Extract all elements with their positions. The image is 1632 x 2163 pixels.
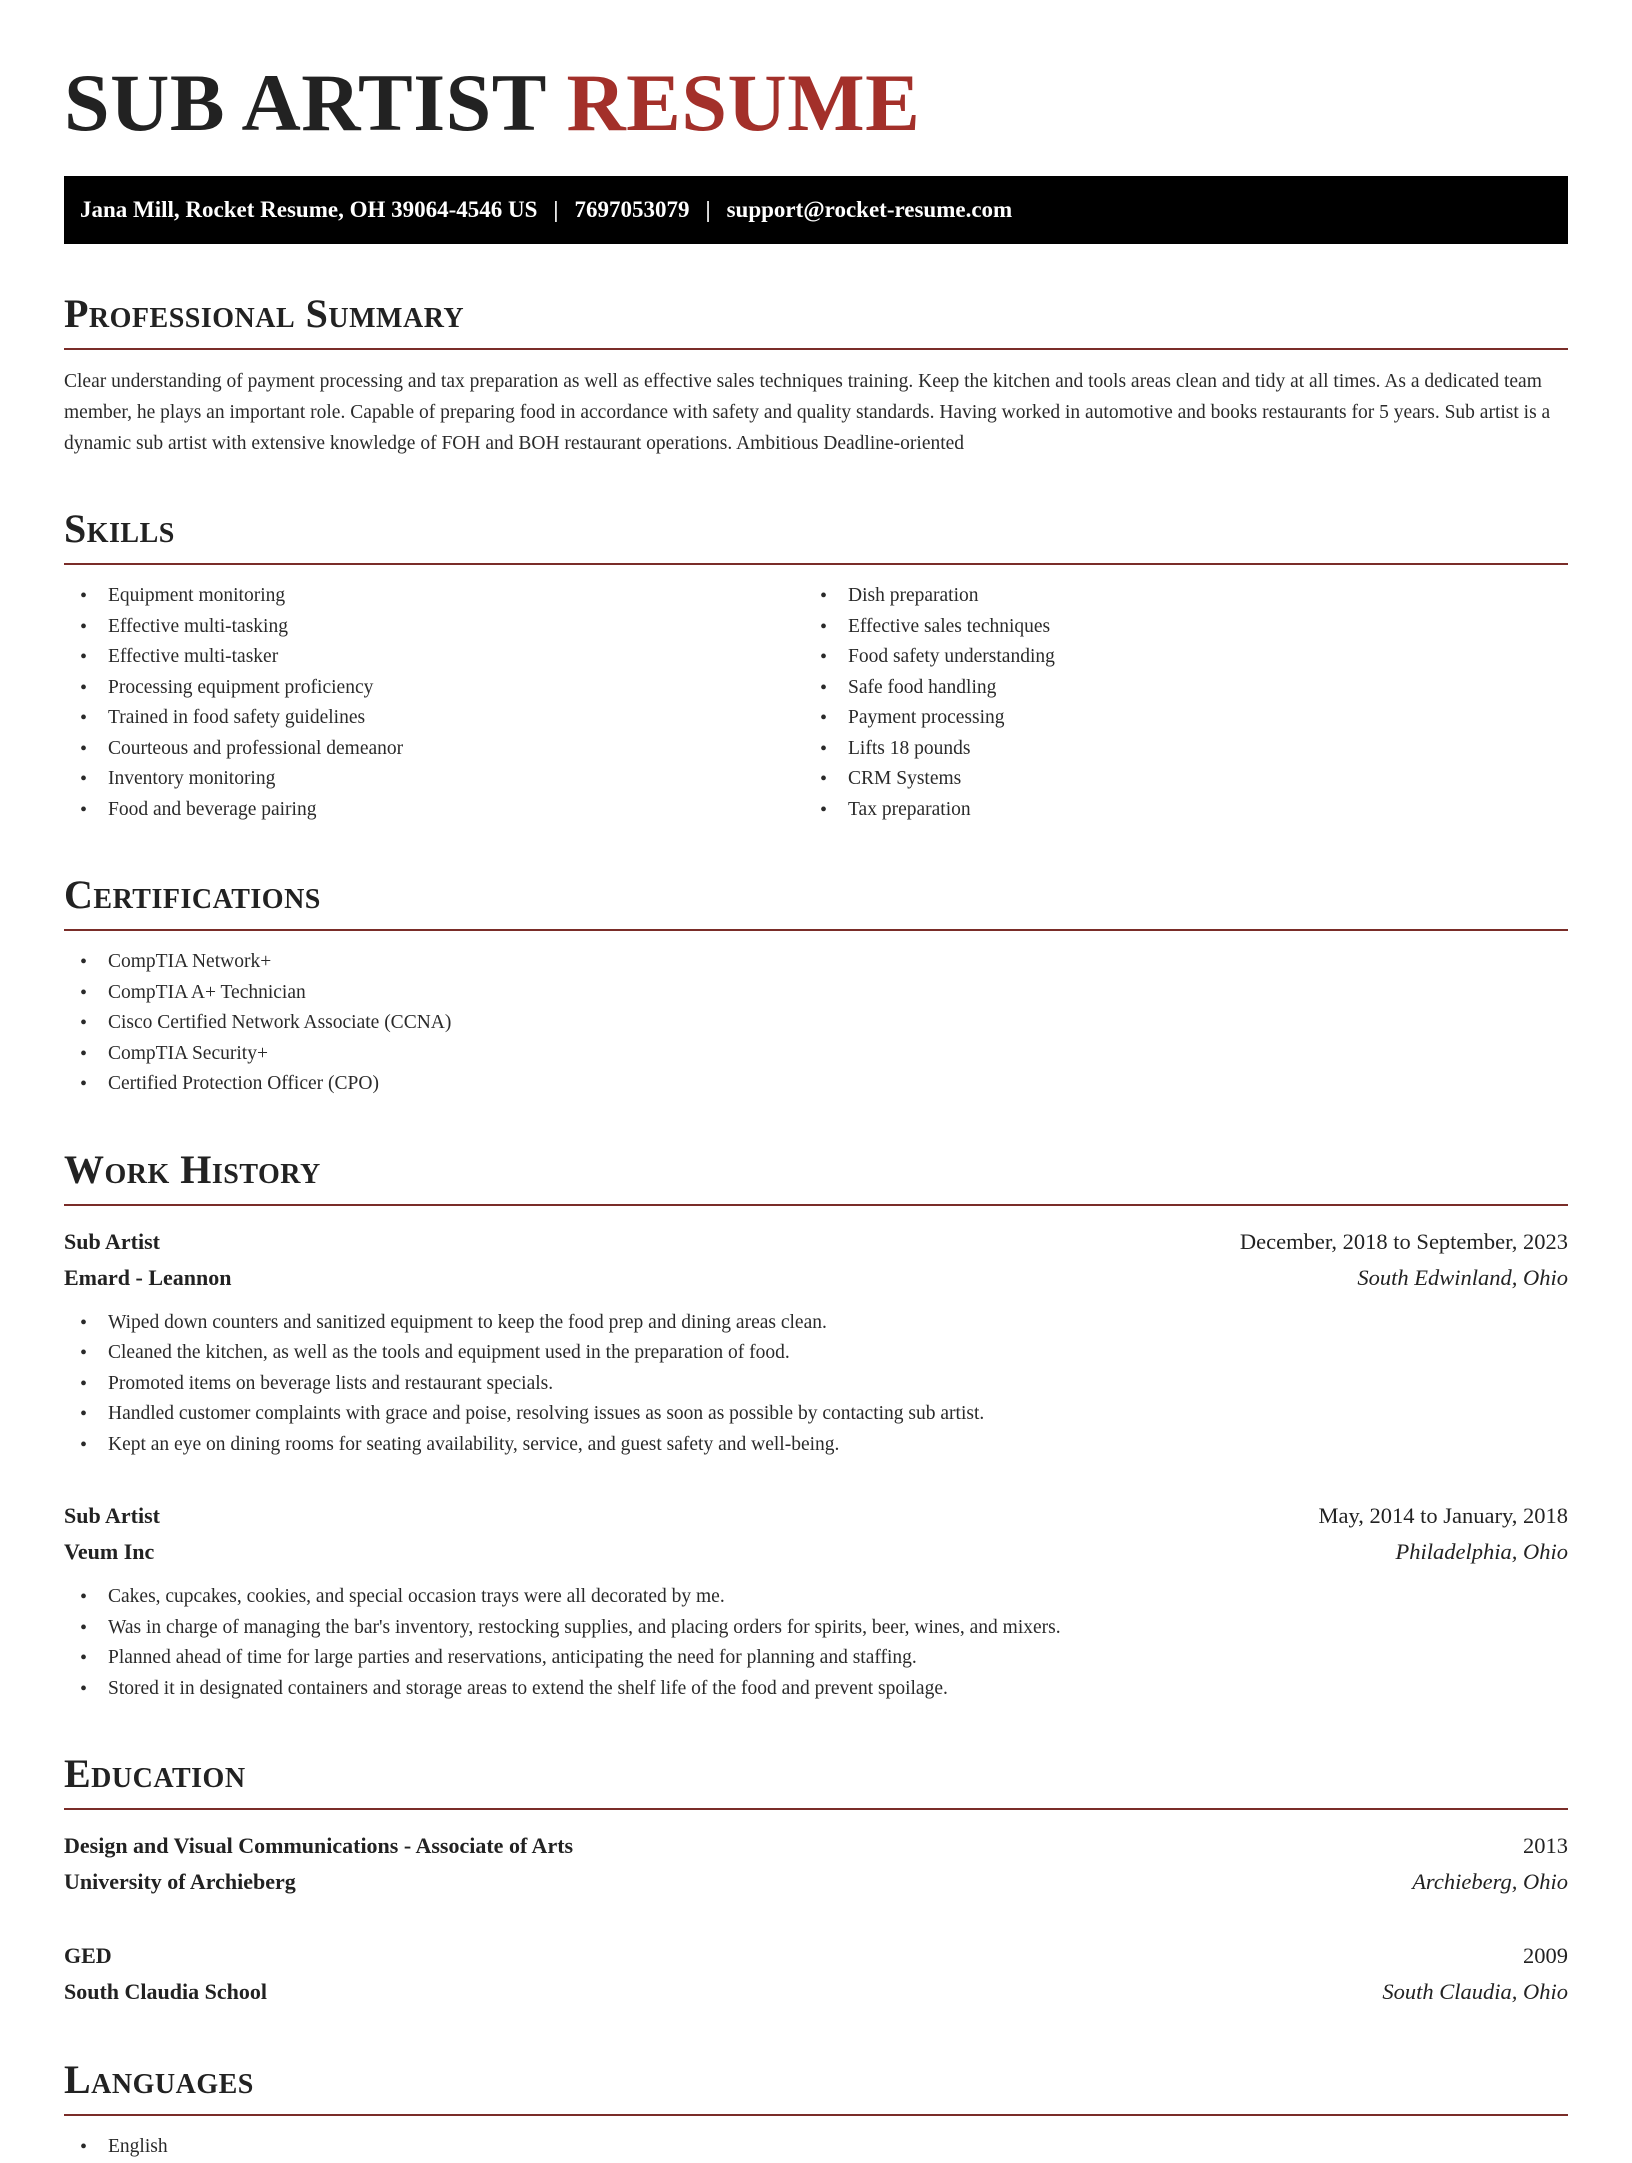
list-item: • Tax preparation xyxy=(804,795,1544,826)
contact-address: Jana Mill, Rocket Resume, OH 39064-4546 US xyxy=(80,197,538,222)
list-item: • Courteous and professional demeanor xyxy=(64,734,804,765)
job-header-row xyxy=(64,1224,1568,1260)
list-item: • Cisco Certified Network Associate (CCNA) xyxy=(64,1008,1568,1039)
job-company-row xyxy=(64,1534,1568,1570)
title-main: SUB ARTIST xyxy=(64,57,546,148)
education-location: Archieberg, Ohio xyxy=(1412,1869,1568,1894)
job-entry xyxy=(64,1224,1568,1461)
title-accent: RESUME xyxy=(566,57,921,148)
education-degree-row xyxy=(64,1828,1568,1864)
resume-page xyxy=(64,0,1568,2163)
list-item: • Cleaned the kitchen, as well as the tools and equipment used in the preparation of food. xyxy=(64,1338,1568,1369)
education-year: 2013 xyxy=(1523,1833,1568,1858)
job-bullets xyxy=(64,1308,1568,1461)
summary-text: Clear understanding of payment processing and tax preparation as well as effective sales techniques training. Keep the kitchen and tools areas clean and tidy at all times. As a dedicated team member, he plays an important role. Capable of preparing food in accordance with safety and quality standards. Having worked in automotive and books restaurants for 5 years. Sub artist is a dynamic sub artist with extensive knowledge of FOH and BOH restaurant operations. Ambitious Deadline-oriented xyxy=(64,371,1551,454)
section-heading: Work History xyxy=(64,1146,1568,1206)
list-item: • Equipment monitoring xyxy=(64,581,804,612)
list-item: • Cakes, cupcakes, cookies, and special occasion trays were all decorated by me. xyxy=(64,1582,1568,1613)
languages-section xyxy=(64,2056,1568,2163)
list-item: • Lifts 18 pounds xyxy=(804,734,1544,765)
education-degree: GED xyxy=(64,1943,112,1968)
list-item: • Was in charge of managing the bar's inventory, restocking supplies, and placing orders for spirits, beer, wines, and mixers. xyxy=(64,1613,1568,1644)
contact-bar xyxy=(64,176,1568,244)
list-item: • Dish preparation xyxy=(804,581,1544,612)
list-item: • Certified Protection Officer (CPO) xyxy=(64,1069,1568,1100)
resume-title xyxy=(64,0,1568,150)
job-title: Sub Artist xyxy=(64,1228,160,1254)
job-company-row xyxy=(64,1260,1568,1296)
list-item: • Planned ahead of time for large parties and reservations, anticipating the need for planning and staffing. xyxy=(64,1643,1568,1674)
job-company: Emard - Leannon xyxy=(64,1264,232,1290)
job-company: Veum Inc xyxy=(64,1539,155,1564)
list-item: • Wiped down counters and sanitized equipment to keep the food prep and dining areas clean. xyxy=(64,1308,1568,1339)
list-item: • Food safety understanding xyxy=(804,642,1544,673)
list-item: • Kept an eye on dining rooms for seating availability, service, and guest safety and well-being. xyxy=(64,1430,1568,1461)
job-location: South Edwinland, Ohio xyxy=(1357,1264,1568,1290)
skills-grid xyxy=(64,581,1568,825)
contact-phone[interactable]: 7697053079 xyxy=(574,197,690,222)
job-bullets xyxy=(64,1582,1568,1704)
section-heading: Skills xyxy=(64,505,1568,565)
job-entry xyxy=(64,1498,1568,1704)
list-item: • CompTIA Security+ xyxy=(64,1039,1568,1070)
contact-separator: | xyxy=(705,197,711,222)
job-title: Sub Artist xyxy=(64,1503,160,1528)
section-heading: Languages xyxy=(64,2056,1568,2116)
list-item: • Promoted items on beverage lists and restaurant specials. xyxy=(64,1369,1568,1400)
education-year: 2009 xyxy=(1523,1943,1568,1968)
list-item: • Processing equipment proficiency xyxy=(64,673,804,704)
skills-section xyxy=(64,505,1568,825)
certifications-section xyxy=(64,871,1568,1100)
section-heading: Professional Summary xyxy=(64,290,1568,350)
job-location: Philadelphia, Ohio xyxy=(1395,1539,1568,1564)
list-item: • English xyxy=(64,2132,1568,2163)
contact-separator: | xyxy=(553,197,559,222)
education-school: University of Archieberg xyxy=(64,1869,296,1894)
work-history-section xyxy=(64,1146,1568,1705)
education-location: South Claudia, Ohio xyxy=(1382,1979,1568,2004)
list-item: • Inventory monitoring xyxy=(64,764,804,795)
list-item: • Safe food handling xyxy=(804,673,1544,704)
job-header-row xyxy=(64,1498,1568,1534)
education-entry xyxy=(64,1938,1568,2010)
certifications-list xyxy=(64,947,1568,1100)
education-school-row xyxy=(64,1864,1568,1900)
education-degree: Design and Visual Communications - Associate of Arts xyxy=(64,1833,574,1858)
list-item: • Payment processing xyxy=(804,703,1544,734)
list-item: • Effective multi-tasking xyxy=(64,612,804,643)
section-heading: Certifications xyxy=(64,871,1568,931)
list-item: • Stored it in designated containers and storage areas to extend the shelf life of the food and prevent spoilage. xyxy=(64,1674,1568,1705)
list-item: • CompTIA Network+ xyxy=(64,947,1568,978)
skills-list-left xyxy=(64,581,804,825)
job-dates: December, 2018 to September, 2023 xyxy=(1239,1228,1568,1254)
education-section xyxy=(64,1750,1568,2010)
list-item: • Food and beverage pairing xyxy=(64,795,804,826)
education-entry xyxy=(64,1828,1568,1900)
education-school: South Claudia School xyxy=(64,1979,267,2004)
education-school-row xyxy=(64,1974,1568,2010)
list-item: • Effective sales techniques xyxy=(804,612,1544,643)
job-dates: May, 2014 to January, 2018 xyxy=(1318,1503,1568,1528)
list-item: • CRM Systems xyxy=(804,764,1544,795)
education-degree-row xyxy=(64,1938,1568,1974)
contact-email[interactable]: support@rocket-resume.com xyxy=(726,197,1013,222)
list-item: • Handled customer complaints with grace and poise, resolving issues as soon as possible by contacting sub artist. xyxy=(64,1399,1568,1430)
list-item: • CompTIA A+ Technician xyxy=(64,978,1568,1009)
list-item: • Trained in food safety guidelines xyxy=(64,703,804,734)
skills-list-right xyxy=(804,581,1544,825)
section-heading: Education xyxy=(64,1750,1568,1810)
languages-list xyxy=(64,2132,1568,2163)
list-item: • Effective multi-tasker xyxy=(64,642,804,673)
summary-section xyxy=(64,290,1568,459)
